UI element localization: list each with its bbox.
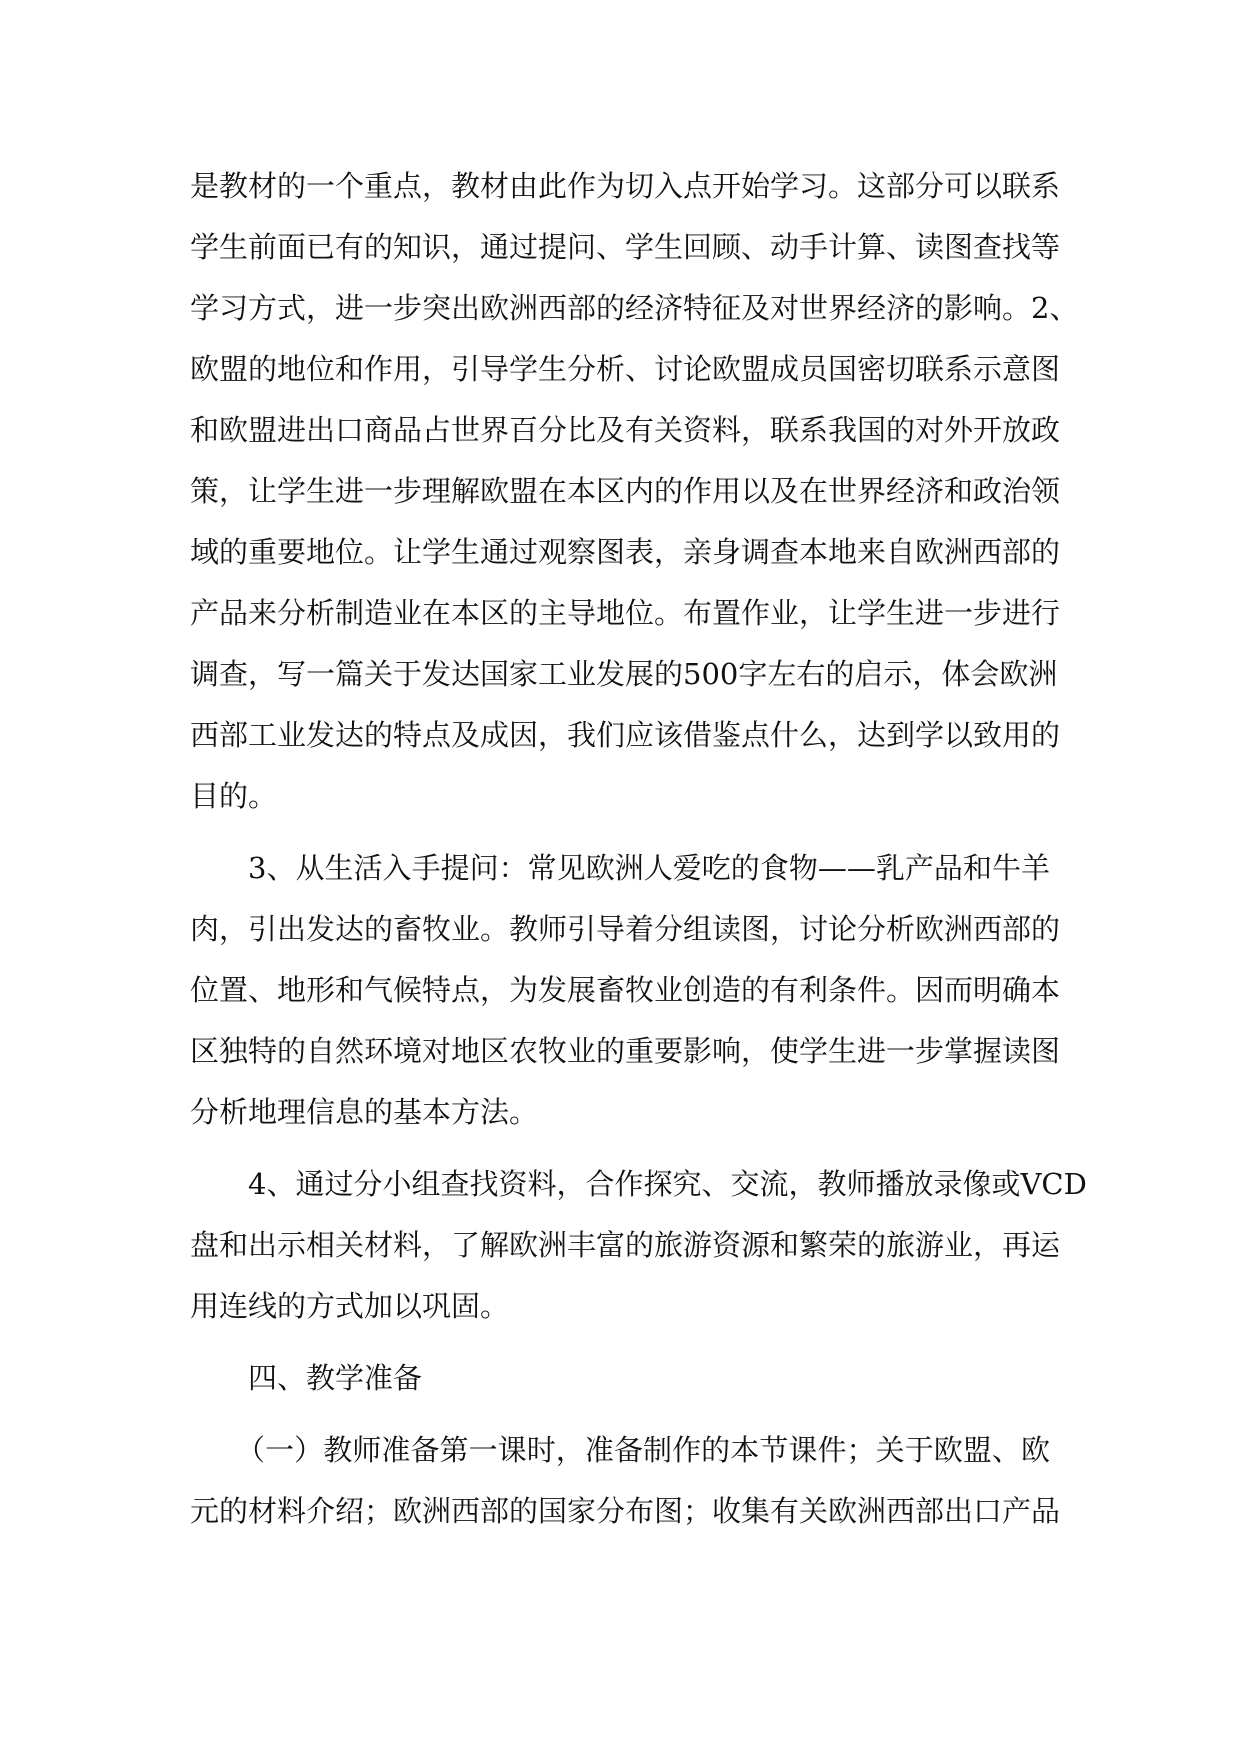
- text-line: 分析地理信息的基本方法。: [190, 1095, 539, 1129]
- section-heading: 四、教学准备: [248, 1361, 423, 1395]
- text-line: 策，让学生进一步理解欧盟在本区内的作用以及在世界经济和政治领: [190, 474, 1061, 508]
- text-line: 学生前面已有的知识，通过提问、学生回顾、动手计算、读图查找等: [190, 230, 1061, 264]
- text-line: 元的材料介绍；欧洲西部的国家分布图；收集有关欧洲西部出口产品: [190, 1494, 1061, 1528]
- paragraph-first-line: （一）教师准备第一课时，准备制作的本节课件；关于欧盟、欧: [236, 1433, 1050, 1467]
- text-line: 肉，引出发达的畜牧业。教师引导着分组读图，讨论分析欧洲西部的: [190, 912, 1061, 946]
- text-line: 目的。: [190, 779, 278, 813]
- text-line: 是教材的一个重点，教材由此作为切入点开始学习。这部分可以联系: [190, 169, 1061, 203]
- text-line: 区独特的自然环境对地区农牧业的重要影响，使学生进一步掌握读图: [190, 1034, 1061, 1068]
- paragraph-first-line: 3、从生活入手提问：常见欧洲人爱吃的食物——乳产品和牛羊: [248, 851, 1050, 885]
- text-line: 和欧盟进出口商品占世界百分比及有关资料，联系我国的对外开放政: [190, 413, 1061, 447]
- text-line: 产品来分析制造业在本区的主导地位。布置作业，让学生进一步进行: [190, 596, 1061, 630]
- paragraph-first-line: 4、通过分小组查找资料，合作探究、交流，教师播放录像或VCD: [248, 1167, 1087, 1201]
- text-line: 调查，写一篇关于发达国家工业发展的500字左右的启示，体会欧洲: [190, 657, 1058, 691]
- text-line: 学习方式，进一步突出欧洲西部的经济特征及对世界经济的影响。2、: [190, 291, 1079, 325]
- text-line: 位置、地形和气候特点，为发展畜牧业创造的有利条件。因而明确本: [190, 973, 1061, 1007]
- text-line: 用连线的方式加以巩固。: [190, 1289, 510, 1323]
- text-line: 西部工业发达的特点及成因，我们应该借鉴点什么，达到学以致用的: [190, 718, 1061, 752]
- text-line: 域的重要地位。让学生通过观察图表，亲身调查本地来自欧洲西部的: [190, 535, 1061, 569]
- text-line: 盘和出示相关材料，了解欧洲丰富的旅游资源和繁荣的旅游业，再运: [190, 1228, 1061, 1262]
- text-line: 欧盟的地位和作用，引导学生分析、讨论欧盟成员国密切联系示意图: [190, 352, 1061, 386]
